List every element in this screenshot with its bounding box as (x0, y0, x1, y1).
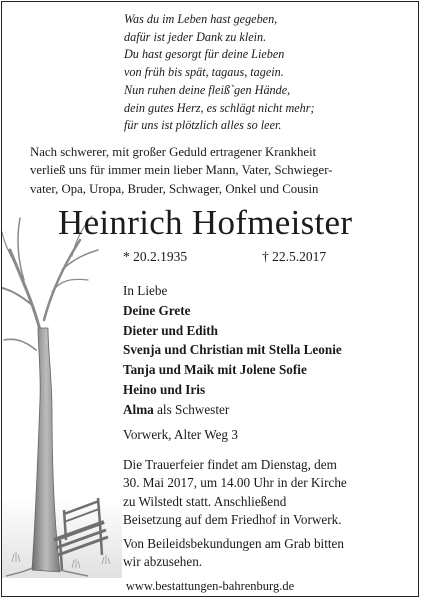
poem-line: dein gutes Herz, es schlägt nicht mehr; (124, 100, 315, 115)
poem-line: Du hast gesorgt für deine Lieben (124, 47, 285, 62)
poem-line: für uns ist plötzlich alles so leer. (124, 118, 282, 133)
mourner-name: Deine Grete (123, 302, 191, 318)
birth-date: * 20.2.1935 (123, 249, 188, 264)
poem (124, 11, 414, 135)
mourner-name: Alma (123, 401, 154, 417)
poem-line: Was du im Leben hast gegeben, (124, 12, 278, 26)
mourner-name: Heino und Iris (123, 381, 206, 397)
funeral-info (123, 456, 413, 529)
life-dates (123, 248, 327, 266)
intro-text (30, 143, 400, 198)
mourner-name: Dieter und Edith (123, 322, 219, 338)
mourner-last (123, 400, 342, 420)
funeral-line: zu Wilstedt statt. Anschließend (123, 493, 287, 509)
funeral-line: 30. Mai 2017, um 14.00 Uhr in der Kirche (123, 475, 347, 491)
funeral-home-website[interactable]: www.bestattungen-bahrenburg.de (125, 579, 295, 593)
tree-and-bench-illustration (2, 210, 122, 578)
poem-line: dafür ist jeder Dank zu klein. (124, 29, 267, 44)
deceased-name: Heinrich Hofmeister (58, 203, 353, 242)
funeral-line: Die Trauerfeier findet am Dienstag, dem (123, 457, 337, 472)
mourners-list (123, 281, 342, 420)
mourner-relation: als Schwester (153, 401, 230, 417)
poem-line: von früh bis spät, tagaus, tagein. (124, 65, 284, 80)
intro-line: Nach schwerer, mit großer Geduld ertragener Krankheit (30, 145, 317, 159)
family-address: Vorwerk, Alter Weg 3 (123, 427, 238, 442)
intro-line: vater, Opa, Uropa, Bruder, Schwager, Onkel und Cousin (30, 181, 319, 196)
mourner-name: Tanja und Maik mit Jolene Sofie (123, 362, 307, 378)
condolence-line: wir abzusehen. (123, 554, 203, 570)
mourner-name: Svenja und Christian mit Stella Leonie (123, 342, 342, 358)
funeral-line: Beisetzung auf dem Friedhof in Vorwerk. (123, 511, 342, 527)
condolence-line: Von Beileidsbekundungen am Grab bitten (123, 536, 344, 551)
poem-line: Nun ruhen deine fleiß`gen Hände, (124, 82, 291, 97)
intro-line: verließ uns für immer mein lieber Mann, Vater, Schwieger- (30, 163, 333, 178)
in-love-label: In Liebe (123, 283, 168, 298)
condolence-note (123, 535, 344, 572)
death-date: † 22.5.2017 (262, 249, 327, 264)
